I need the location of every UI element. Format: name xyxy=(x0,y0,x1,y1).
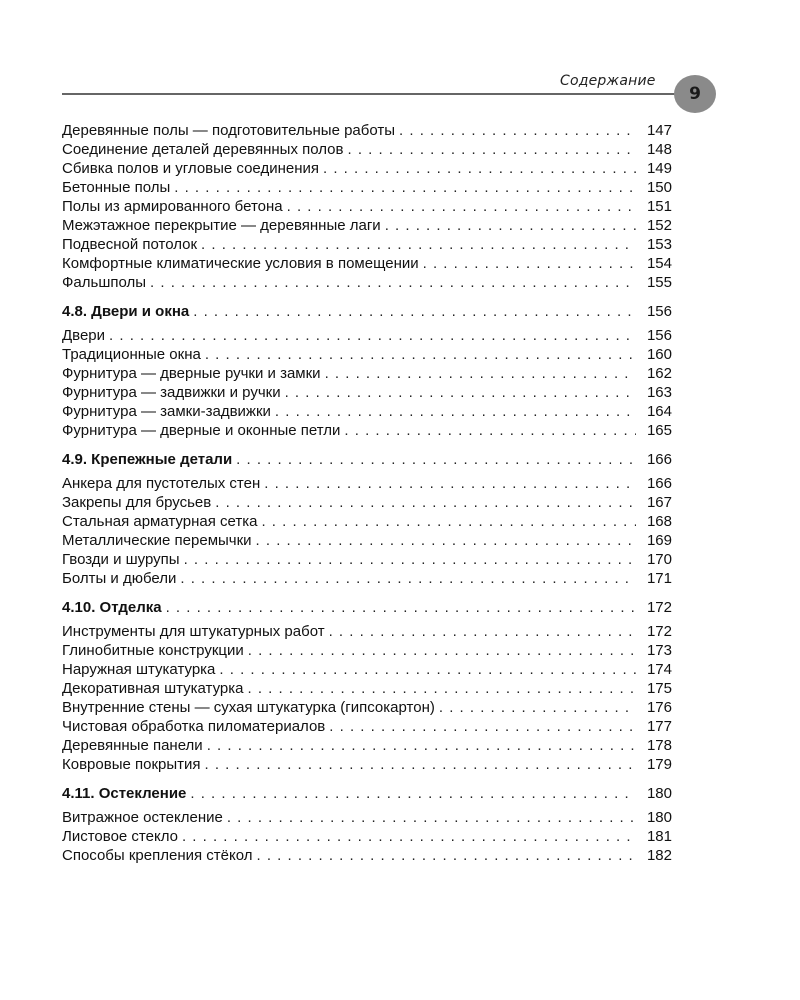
toc-page-number: 168 xyxy=(646,513,672,530)
toc-page-number: 182 xyxy=(646,847,672,864)
dot-leader xyxy=(385,216,636,235)
toc-entry xyxy=(62,159,672,178)
toc-entry xyxy=(62,216,672,235)
toc-page-number: 172 xyxy=(646,599,672,616)
toc-section-heading xyxy=(62,784,672,803)
toc-entry-title: Деревянные полы — подготовительные работы xyxy=(62,122,396,139)
dot-leader xyxy=(109,326,636,345)
dot-leader xyxy=(180,569,636,588)
dot-leader xyxy=(264,474,636,493)
dot-leader xyxy=(399,121,636,140)
toc-entry-title: 4.11. Остекление xyxy=(62,785,187,802)
toc-entry-title: Гвозди и шурупы xyxy=(62,551,180,568)
toc-page-number: 176 xyxy=(646,699,672,716)
toc-entry xyxy=(62,622,672,641)
toc-entry xyxy=(62,808,672,827)
dot-leader xyxy=(190,784,636,803)
toc-entry-title: Анкера для пустотелых стен xyxy=(62,475,261,492)
toc-entry-title: Фурнитура — дверные ручки и замки xyxy=(62,365,321,382)
toc-entry xyxy=(62,698,672,717)
toc-page-number: 178 xyxy=(646,737,672,754)
dot-leader xyxy=(439,698,636,717)
toc-page-number: 160 xyxy=(646,346,672,363)
toc-page-number: 180 xyxy=(646,809,672,826)
toc-entry-title: Межэтажное перекрытие — деревянные лаги xyxy=(62,217,381,234)
toc-entry xyxy=(62,121,672,140)
toc-entry-title: Комфортные климатические условия в помещении xyxy=(62,255,419,272)
toc-entry-title: Подвесной потолок xyxy=(62,236,198,253)
toc-entry-title: Полы из армированного бетона xyxy=(62,198,283,215)
toc-page-number: 170 xyxy=(646,551,672,568)
toc-entry-title: 4.10. Отделка xyxy=(62,599,162,616)
toc-entry xyxy=(62,550,672,569)
toc-page-number: 150 xyxy=(646,179,672,196)
toc-entry-title: Болты и дюбели xyxy=(62,570,177,587)
dot-leader xyxy=(323,159,636,178)
toc-entry xyxy=(62,364,672,383)
dot-leader xyxy=(182,827,636,846)
toc-page-number: 166 xyxy=(646,451,672,468)
dot-leader xyxy=(423,254,636,273)
table-of-contents xyxy=(62,121,672,865)
dot-leader xyxy=(287,197,636,216)
toc-page-number: 163 xyxy=(646,384,672,401)
toc-entry-title: 4.8. Двери и окна xyxy=(62,303,190,320)
toc-page-number: 169 xyxy=(646,532,672,549)
toc-page-number: 181 xyxy=(646,828,672,845)
toc-entry xyxy=(62,660,672,679)
toc-page-number: 151 xyxy=(646,198,672,215)
toc-entry-title: Глинобитные конструкции xyxy=(62,642,244,659)
dot-leader xyxy=(261,512,636,531)
toc-entry xyxy=(62,474,672,493)
toc-entry xyxy=(62,383,672,402)
toc-section-heading xyxy=(62,450,672,469)
dot-leader xyxy=(329,717,636,736)
toc-entry-title: Деревянные панели xyxy=(62,737,203,754)
toc-entry xyxy=(62,345,672,364)
toc-page-number: 173 xyxy=(646,642,672,659)
toc-entry xyxy=(62,140,672,159)
dot-leader xyxy=(248,679,637,698)
toc-entry xyxy=(62,178,672,197)
toc-entry-title: Фурнитура — замки-задвижки xyxy=(62,403,271,420)
toc-page-number: 177 xyxy=(646,718,672,735)
dot-leader xyxy=(207,736,636,755)
toc-entry xyxy=(62,273,672,292)
toc-page-number: 175 xyxy=(646,680,672,697)
toc-entry xyxy=(62,736,672,755)
toc-entry xyxy=(62,717,672,736)
toc-entry-title: 4.9. Крепежные детали xyxy=(62,451,233,468)
toc-entry-title: Внутренние стены — сухая штукатурка (гипсокартон) xyxy=(62,699,435,716)
toc-entry xyxy=(62,235,672,254)
toc-page-number: 153 xyxy=(646,236,672,253)
toc-page-number: 167 xyxy=(646,494,672,511)
dot-leader xyxy=(347,140,636,159)
toc-page-number: 154 xyxy=(646,255,672,272)
toc-entry-title: Фурнитура — задвижки и ручки xyxy=(62,384,281,401)
dot-leader xyxy=(256,531,636,550)
toc-entry-title: Металлические перемычки xyxy=(62,532,252,549)
toc-entry-title: Стальная арматурная сетка xyxy=(62,513,258,530)
dot-leader xyxy=(201,235,636,254)
toc-entry xyxy=(62,679,672,698)
toc-entry-title: Витражное остекление xyxy=(62,809,223,826)
dot-leader xyxy=(205,345,636,364)
toc-page-number: 156 xyxy=(646,303,672,320)
dot-leader xyxy=(325,364,636,383)
toc-entry-title: Двери xyxy=(62,327,106,344)
toc-entry xyxy=(62,512,672,531)
toc-page-number: 147 xyxy=(646,122,672,139)
toc-page-number: 152 xyxy=(646,217,672,234)
toc-page-number: 174 xyxy=(646,661,672,678)
dot-leader xyxy=(227,808,636,827)
dot-leader xyxy=(166,598,636,617)
toc-entry-title: Соединение деталей деревянных полов xyxy=(62,141,344,158)
toc-entry-title: Традиционные окна xyxy=(62,346,201,363)
toc-entry-title: Сбивка полов и угловые соединения xyxy=(62,160,319,177)
toc-page-number: 179 xyxy=(646,756,672,773)
toc-page-number: 156 xyxy=(646,327,672,344)
dot-leader xyxy=(275,402,636,421)
toc-entry xyxy=(62,421,672,440)
toc-entry xyxy=(62,569,672,588)
dot-leader xyxy=(193,302,636,321)
toc-page-number: 165 xyxy=(646,422,672,439)
toc-page-number: 171 xyxy=(646,570,672,587)
dot-leader xyxy=(329,622,636,641)
toc-entry-title: Листовое стекло xyxy=(62,828,178,845)
running-header-title: Содержание xyxy=(560,73,656,89)
dot-leader xyxy=(285,383,636,402)
toc-entry-title: Ковровые покрытия xyxy=(62,756,201,773)
toc-entry xyxy=(62,531,672,550)
toc-page-number: 149 xyxy=(646,160,672,177)
page-number-badge: 9 xyxy=(674,75,716,113)
toc-entry xyxy=(62,493,672,512)
toc-entry-title: Способы крепления стёкол xyxy=(62,847,253,864)
header-divider xyxy=(62,93,686,95)
toc-entry xyxy=(62,197,672,216)
toc-page-number: 164 xyxy=(646,403,672,420)
dot-leader xyxy=(184,550,636,569)
dot-leader xyxy=(150,273,636,292)
toc-page-number: 180 xyxy=(646,785,672,802)
toc-page-number: 162 xyxy=(646,365,672,382)
toc-entry xyxy=(62,846,672,865)
dot-leader xyxy=(236,450,636,469)
toc-entry xyxy=(62,402,672,421)
toc-entry-title: Закрепы для брусьев xyxy=(62,494,212,511)
toc-entry xyxy=(62,254,672,273)
toc-page-number: 172 xyxy=(646,623,672,640)
dot-leader xyxy=(256,846,636,865)
toc-entry xyxy=(62,827,672,846)
dot-leader xyxy=(174,178,636,197)
toc-page-number: 155 xyxy=(646,274,672,291)
toc-section-heading xyxy=(62,302,672,321)
toc-page-number: 166 xyxy=(646,475,672,492)
toc-entry-title: Фурнитура — дверные и оконные петли xyxy=(62,422,341,439)
toc-section-heading xyxy=(62,598,672,617)
toc-entry-title: Инструменты для штукатурных работ xyxy=(62,623,325,640)
toc-entry-title: Наружная штукатурка xyxy=(62,661,216,678)
toc-entry-title: Фальшполы xyxy=(62,274,147,291)
dot-leader xyxy=(215,493,636,512)
toc-entry-title: Декоративная штукатурка xyxy=(62,680,244,697)
toc-entry-title: Чистовая обработка пиломатериалов xyxy=(62,718,326,735)
toc-page-number: 148 xyxy=(646,141,672,158)
dot-leader xyxy=(248,641,636,660)
dot-leader xyxy=(205,755,636,774)
toc-entry xyxy=(62,641,672,660)
toc-entry xyxy=(62,755,672,774)
toc-entry xyxy=(62,326,672,345)
toc-entry-title: Бетонные полы xyxy=(62,179,171,196)
dot-leader xyxy=(219,660,636,679)
dot-leader xyxy=(344,421,636,440)
